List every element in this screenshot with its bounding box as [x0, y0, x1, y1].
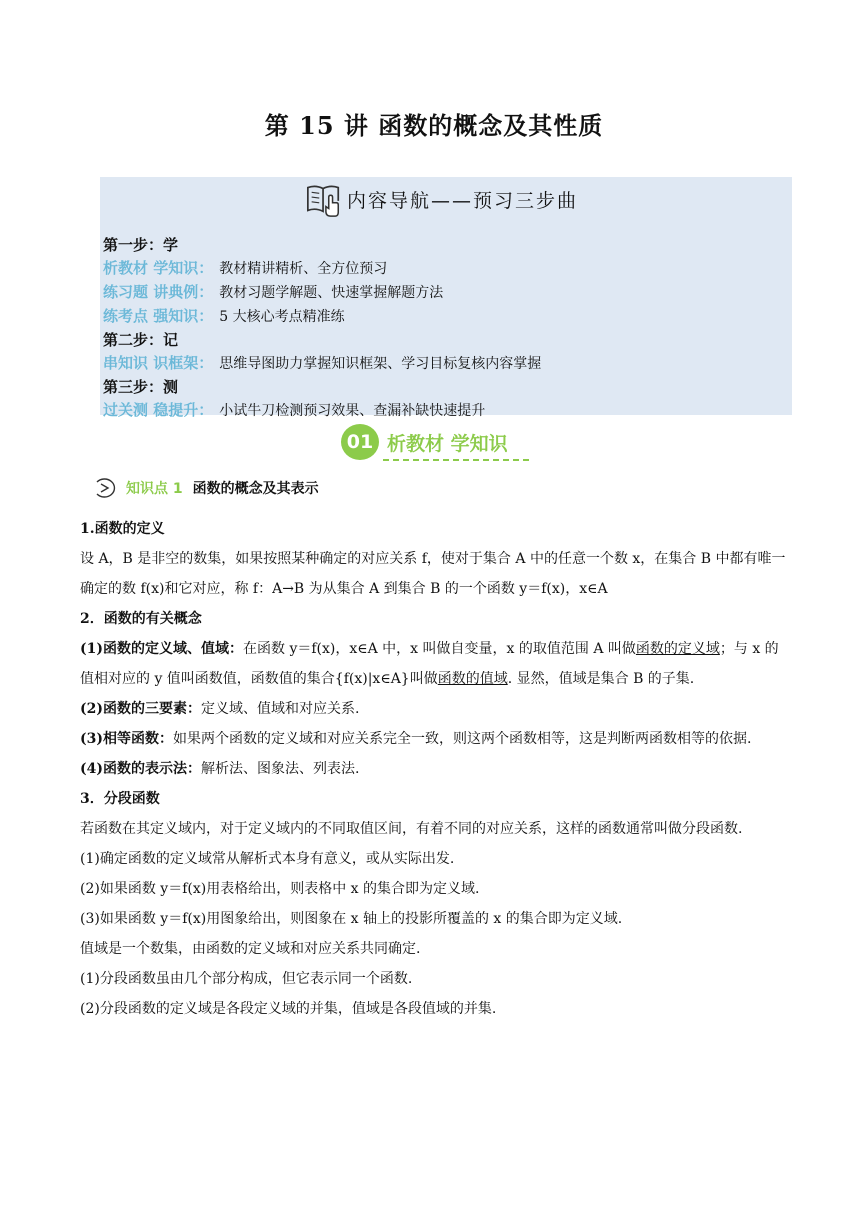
knowledge-point-title: 函数的概念及其表示 — [192, 481, 319, 497]
item-three-elements — [80, 694, 792, 724]
item-equal-functions — [80, 724, 792, 754]
step-3-label: 第三步：测 — [103, 378, 179, 396]
section-badge — [341, 424, 508, 460]
nav-row-3 — [103, 305, 541, 329]
paragraph-piecewise-2: (2)分段函数的定义域是各段定义域的并集，值域是各段值域的并集. — [80, 1001, 497, 1017]
paragraph-range: 值域是一个数集，由函数的定义域和对应关系共同确定. — [80, 941, 421, 957]
content-body — [80, 514, 792, 1024]
heading-3: 3．分段函数 — [80, 791, 160, 807]
navigation-box — [100, 177, 792, 419]
item-domain-range — [80, 634, 792, 694]
nav-row-1-text: 教材精讲精析、全方位预习 — [219, 261, 388, 277]
nav-row-4-highlight: 串知识 识框架： — [103, 354, 214, 372]
paragraph-definition: 设 A，B 是非空的数集，如果按照某种确定的对应关系 f，使对于集合 A 中的任意一个数 x，在集合 B 中都有唯一确定的数 f(x)和它对应，称 f：A→B 为从集合 A 到集合 B 的一个函数 y＝f(x)，x∈A — [80, 551, 786, 597]
arrow-circle-icon — [92, 476, 118, 500]
book-pointer-icon — [305, 180, 343, 218]
nav-row-2-highlight: 练习题 讲典例： — [103, 283, 214, 301]
heading-1: 1.函数的定义 — [80, 521, 165, 537]
nav-row-1 — [103, 257, 541, 281]
nav-row-2 — [103, 281, 541, 305]
knowledge-point-label: 知识点 1 — [126, 481, 183, 497]
section-title: 析教材 学知识 — [387, 432, 508, 455]
item-3-text: 如果两个函数的定义域和对应关系完全一致，则这两个函数相等，这是判断两函数相等的依据. — [173, 731, 752, 747]
nav-row-5 — [103, 399, 541, 423]
item-4-text: 解析法、图象法、列表法. — [201, 761, 360, 777]
item-1-text-c: . 显然，值域是集合 B 的子集. — [507, 671, 695, 687]
nav-header — [305, 179, 578, 219]
nav-row-1-highlight: 析教材 学知识： — [103, 259, 214, 277]
nav-row-3-highlight: 练考点 强知识： — [103, 307, 214, 325]
nav-row-5-text: 小试牛刀检测预习效果、查漏补缺快速提升 — [219, 403, 486, 419]
nav-row-5-highlight: 过关测 稳提升： — [103, 401, 214, 419]
paragraph-note-1: (1)确定函数的定义域常从解析式本身有意义，或从实际出发. — [80, 851, 455, 867]
nav-row-2-text: 教材习题学解题、快速掌握解题方法 — [219, 285, 444, 301]
nav-row-4 — [103, 352, 541, 376]
underlined-domain: 函数的定义域 — [635, 641, 720, 657]
nav-row-3-text: 5 大核心考点精准练 — [219, 309, 345, 325]
underlined-range: 函数的值域 — [437, 671, 508, 687]
item-2-text: 定义域、值域和对应关系. — [201, 701, 360, 717]
step-2-label: 第二步：记 — [103, 331, 179, 349]
nav-title: 内容导航——预习三步曲 — [347, 189, 579, 212]
step-1-label: 第一步：学 — [103, 236, 179, 254]
page-title: 第 15 讲 函数的概念及其性质 — [264, 111, 604, 140]
item-3-label: (3)相等函数： — [80, 731, 173, 747]
heading-2: 2．函数的有关概念 — [80, 611, 202, 627]
knowledge-point-header — [92, 476, 319, 500]
item-1-text-a: 在函数 y＝f(x)，x∈A 中，x 叫做自变量，x 的取值范围 A 叫做 — [243, 641, 636, 657]
section-divider — [383, 459, 529, 461]
paragraph-note-3: (3)如果函数 y＝f(x)用图象给出，则图象在 x 轴上的投影所覆盖的 x 的集合即为定义域. — [80, 911, 623, 927]
item-representation — [80, 754, 792, 784]
item-1-text-b: ；与 x 的值相对应的 y 值叫函数值，函数值的集合{f(x)|x∈A}叫做 — [80, 641, 779, 687]
item-4-label: (4)函数的表示法： — [80, 761, 201, 777]
paragraph-note-2: (2)如果函数 y＝f(x)用表格给出，则表格中 x 的集合即为定义域. — [80, 881, 480, 897]
nav-row-4-text: 思维导图助力掌握知识框架、学习目标复核内容掌握 — [219, 356, 542, 372]
paragraph-piecewise-1: (1)分段函数虽由几个部分构成，但它表示同一个函数. — [80, 971, 413, 987]
item-2-label: (2)函数的三要素： — [80, 701, 201, 717]
item-1-label: (1)函数的定义域、值域： — [80, 641, 243, 657]
section-number: 01 — [341, 424, 379, 460]
paragraph-piecewise: 若函数在其定义域内，对于定义域内的不同取值区间，有着不同的对应关系，这样的函数通常叫做分段函数. — [80, 821, 743, 837]
